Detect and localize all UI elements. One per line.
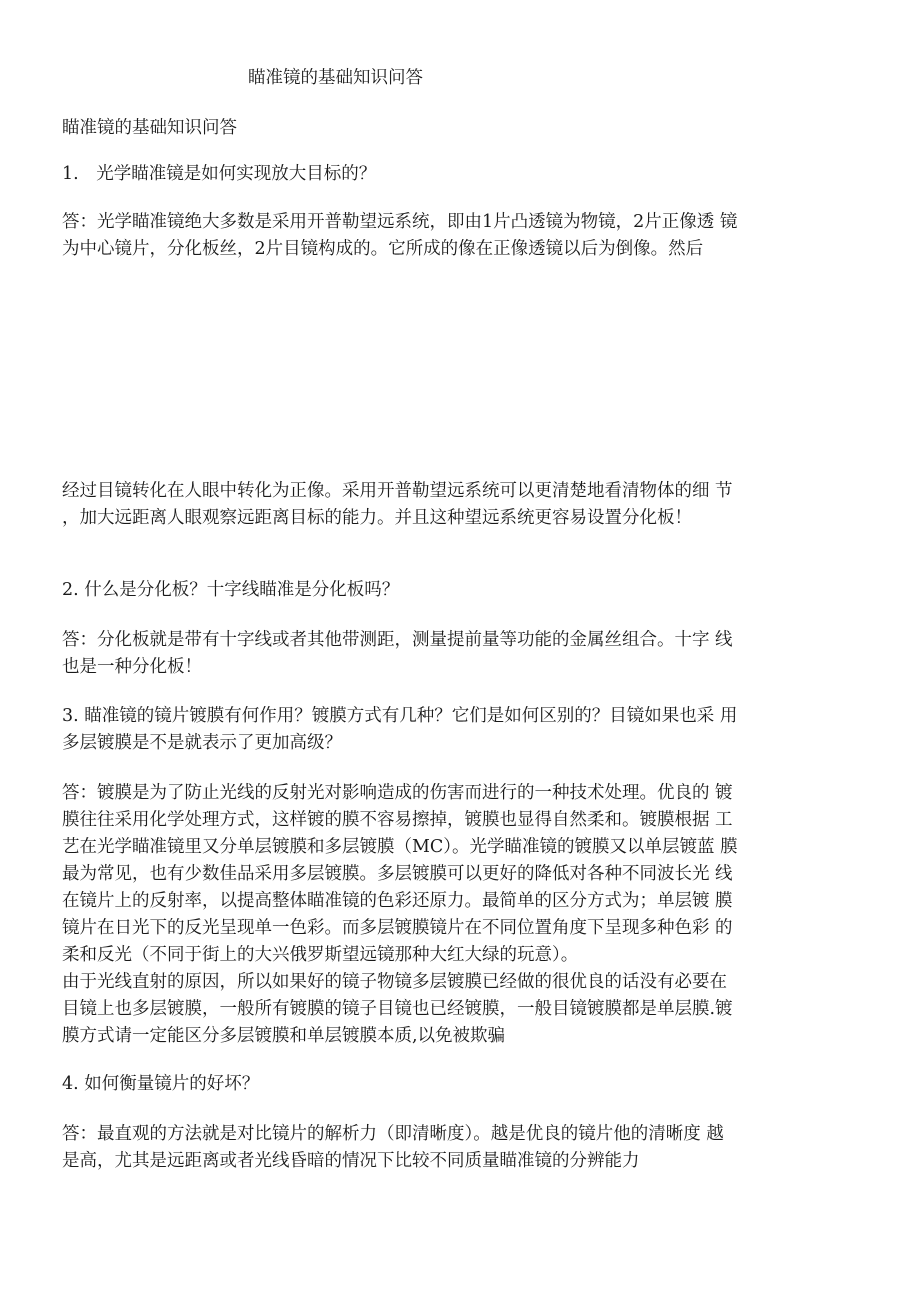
document-subtitle: 瞄准镜的基础知识问答: [62, 118, 237, 138]
document-title: 瞄准镜的基础知识问答: [248, 68, 423, 88]
question-1: 1. 光学瞄准镜是如何实现放大目标的？: [62, 164, 377, 184]
answer-4-line-1: 答：最直观的方法就是对比镜片的解析力（即清晰度）。越是优良的镜片他的清晰度 越: [62, 1124, 724, 1144]
answer-1-line-1: 答：光学瞄准镜绝大多数是采用开普勒望远系统，即由1片凸透镜为物镜，2片正像透 镜: [62, 212, 738, 232]
question-3-line-2: 多层镀膜是不是就表示了更加高级？: [62, 733, 342, 753]
answer-3-line-5: 在镜片上的反射率，以提高整体瞄准镜的色彩还原力。最简单的区分方式为；单层镀 膜: [62, 891, 733, 911]
answer-2-line-2: 也是一种分化板！: [62, 657, 202, 677]
answer-3-line-8: 由于光线直射的原因，所以如果好的镜子物镜多层镀膜已经做的很优良的话没有必要在: [62, 972, 727, 992]
answer-1-line-3: 经过目镜转化在人眼中转化为正像。采用开普勒望远系统可以更清楚地看清物体的细 节: [62, 481, 733, 501]
question-3-line-1: 3. 瞄准镜的镜片镀膜有何作用？镀膜方式有几种？它们是如何区别的？目镜如果也采 用: [62, 706, 738, 726]
answer-3-line-2: 膜往往采用化学处理方式，这样镀的膜不容易擦掉，镀膜也显得自然柔和。镀膜根据 工: [62, 810, 733, 830]
answer-1-line-4: ，加大远距离人眼观察远距离目标的能力。并且这种望远系统更容易设置分化板！: [62, 508, 692, 528]
answer-3-line-4: 最为常见，也有少数佳品采用多层镀膜。多层镀膜可以更好的降低对各种不同波长光 线: [62, 864, 733, 884]
answer-3-line-9: 目镜上也多层镀膜，一般所有镀膜的镜子目镜也已经镀膜，一般目镜镀膜都是单层膜.镀: [62, 999, 733, 1019]
question-2: 2. 什么是分化板？十字线瞄准是分化板吗？: [62, 580, 400, 600]
answer-1-line-2: 为中心镜片，分化板丝，2片目镜构成的。它所成的像在正像透镜以后为倒像。然后: [62, 239, 704, 259]
answer-3-line-1: 答：镀膜是为了防止光线的反射光对影响造成的伤害而进行的一种技术处理。优良的 镀: [62, 783, 733, 803]
answer-2-line-1: 答：分化板就是带有十字线或者其他带测距，测量提前量等功能的金属丝组合。十字 线: [62, 630, 733, 650]
answer-3-line-6: 镜片在日光下的反光呈现单一色彩。而多层镀膜镜片在不同位置角度下呈现多种色彩 的: [62, 918, 733, 938]
answer-3-line-3: 艺在光学瞄准镜里又分单层镀膜和多层镀膜（MC）。光学瞄准镜的镀膜又以单层镀蓝 膜: [62, 837, 738, 857]
question-4: 4. 如何衡量镜片的好坏？: [62, 1074, 260, 1094]
answer-4-line-2: 是高，尤其是远距离或者光线昏暗的情况下比较不同质量瞄准镜的分辨能力: [62, 1151, 640, 1171]
answer-3-line-10: 膜方式请一定能区分多层镀膜和单层镀膜本质,以免被欺骗: [62, 1026, 506, 1046]
answer-3-line-7: 柔和反光（不同于街上的大兴俄罗斯望远镜那种大红大绿的玩意）。: [62, 945, 579, 965]
